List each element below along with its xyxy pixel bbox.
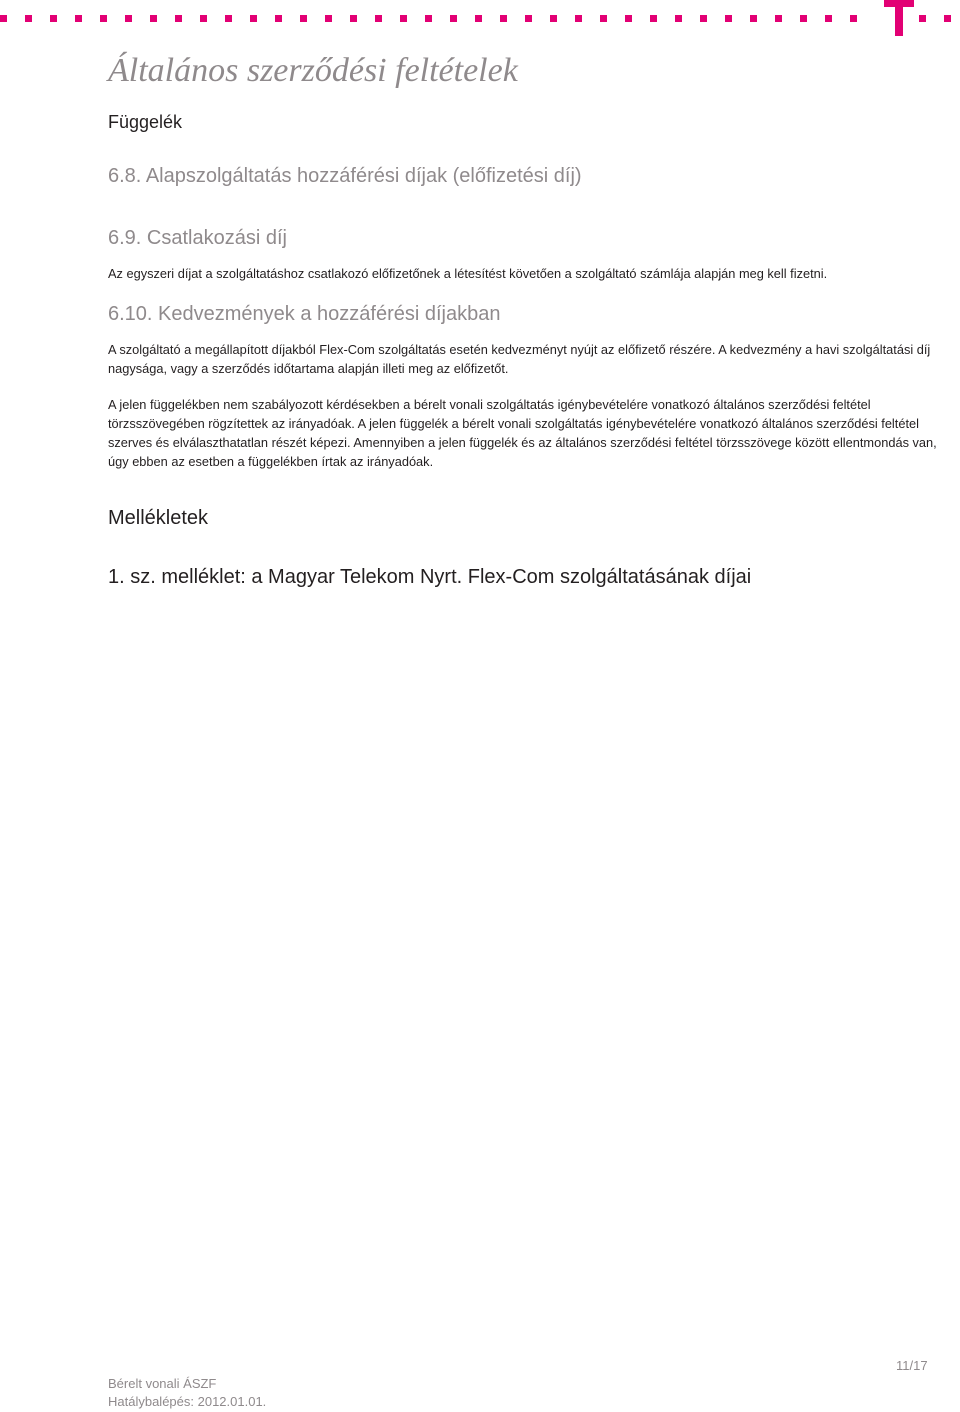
- section-6-10-heading: 6.10. Kedvezmények a hozzáférési díjakban: [108, 303, 501, 325]
- header-dot: [500, 15, 507, 22]
- header-dot: [425, 15, 432, 22]
- header-dot: [75, 15, 82, 22]
- header-dot: [919, 15, 926, 22]
- footer-doc-name: Bérelt vonali ÁSZF: [108, 1376, 217, 1391]
- document-title: Általános szerződési feltételek: [108, 52, 518, 89]
- header-dot: [225, 15, 232, 22]
- header-dot: [650, 15, 657, 22]
- header-dot: [250, 15, 257, 22]
- header-dot: [200, 15, 207, 22]
- document-subtitle: Függelék: [108, 112, 183, 132]
- header-dot: [25, 15, 32, 22]
- header-dot: [550, 15, 557, 22]
- header-dot: [750, 15, 757, 22]
- header-dot: [150, 15, 157, 22]
- section-6-9-text: Az egyszeri díjat a szolgáltatáshoz csatlakozó előfizetőnek a létesítést követően a szolgáltató számlája alapján meg kell fizetni.: [108, 266, 828, 281]
- attachment-item-1: 1. sz. melléklet: a Magyar Telekom Nyrt. Flex-Com szolgáltatásának díjai: [108, 566, 752, 588]
- section-6-10-text: A szolgáltató a megállapított díjakból Flex-Com szolgáltatás esetén kedvezményt nyújt az előfizető részére. A kedvezmény a havi szolgáltatási díj nagysága, vagy a szerződés időtartama alapján illeti meg az előfizetőt.: [108, 342, 931, 376]
- section-6-9-heading: 6.9. Csatlakozási díj: [108, 227, 287, 249]
- page-number: 11/17: [896, 1358, 928, 1373]
- header-dot: [400, 15, 407, 22]
- header-dot: [575, 15, 582, 22]
- header-dot: [50, 15, 57, 22]
- header-dot: [325, 15, 332, 22]
- header-dot: [944, 15, 951, 22]
- header-dot: [275, 15, 282, 22]
- header-dot: [175, 15, 182, 22]
- closing-paragraph: A jelen függelékben nem szabályozott kérdésekben a bérelt vonali szolgáltatás igénybevételére vonatkozó általános szerződési feltétel törzsszövegében rögzítettek az irányadóak. A jelen függelék a bérelt vonali szolgáltatás igénybevételére vonatkozó általános szerződési feltétel szerves és elválaszthatatlan részét képezi. Amennyiben a jelen függelék és az általános szerződési feltétel törzsszövege között ellentmondás van, úgy ebben az esetben a függelékben írtak az irányadóak.: [108, 397, 937, 469]
- header-dot: [850, 15, 857, 22]
- header-dot: [350, 15, 357, 22]
- header-dot: [125, 15, 132, 22]
- header-dot: [625, 15, 632, 22]
- header-dot: [775, 15, 782, 22]
- telekom-t-icon: [884, 0, 914, 36]
- header-dot-bar: [0, 15, 880, 22]
- section-6-8-heading: 6.8. Alapszolgáltatás hozzáférési díjak (előfizetési díj): [108, 165, 582, 187]
- header-dot: [475, 15, 482, 22]
- header-dot: [100, 15, 107, 22]
- footer-effective-date: Hatálybalépés: 2012.01.01.: [108, 1394, 267, 1409]
- header-dot: [450, 15, 457, 22]
- header-dot: [800, 15, 807, 22]
- header-dot: [825, 15, 832, 22]
- header-dot: [725, 15, 732, 22]
- header-dot: [525, 15, 532, 22]
- header-dot: [300, 15, 307, 22]
- header-dot: [0, 15, 7, 22]
- header-dot: [375, 15, 382, 22]
- header-dot: [700, 15, 707, 22]
- header-dot: [675, 15, 682, 22]
- header-dot: [600, 15, 607, 22]
- attachments-heading: Mellékletek: [108, 507, 209, 529]
